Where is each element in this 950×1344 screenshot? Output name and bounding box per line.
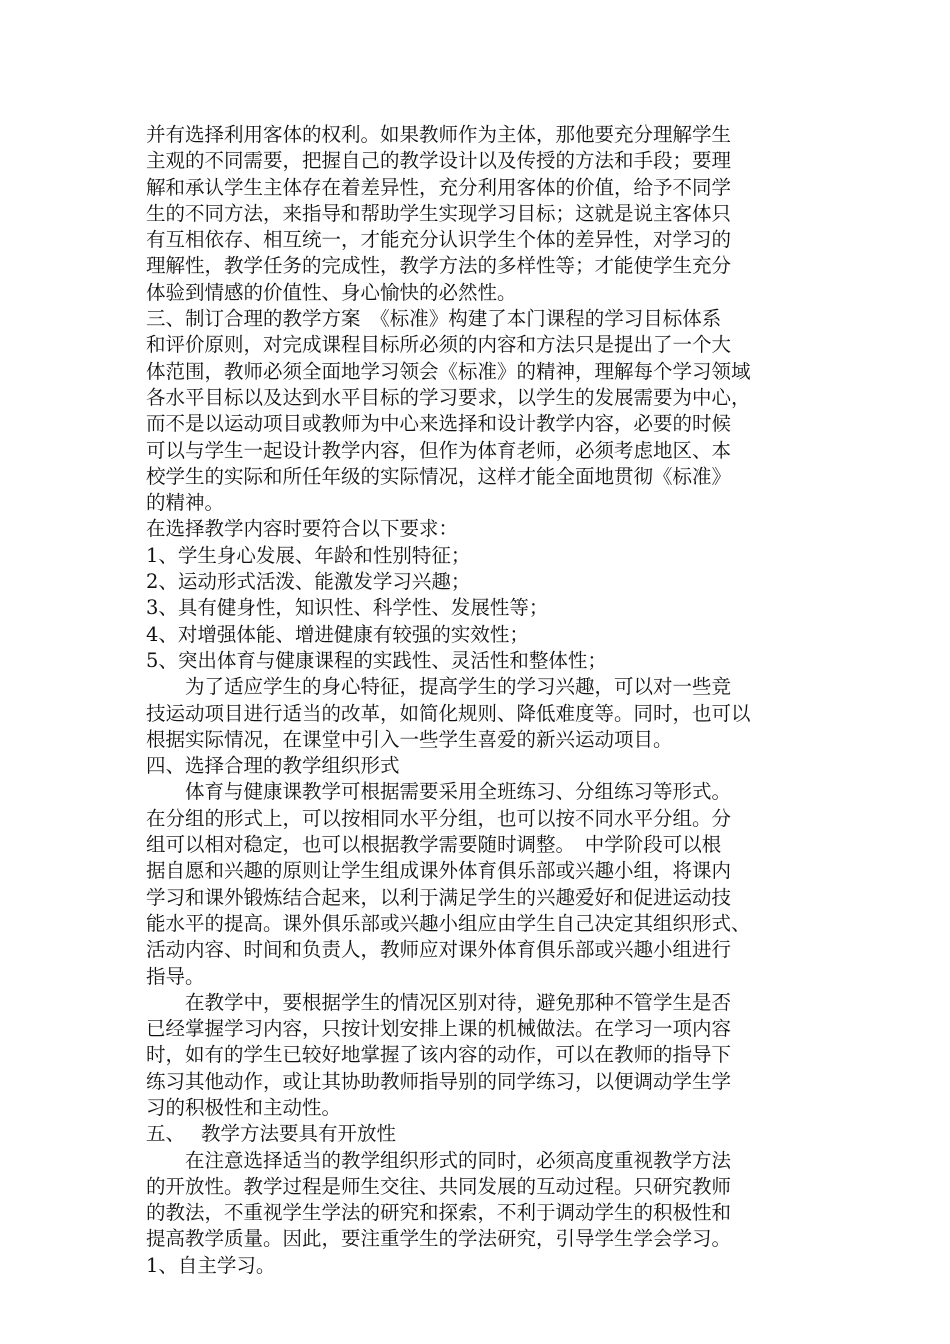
text-line: 体育与健康课教学可根据需要采用全班练习、分组练习等形式。	[146, 780, 732, 804]
text-line: 活动内容、时间和负责人，教师应对课外体育俱乐部或兴趣小组进行	[146, 938, 732, 962]
text-line: 4、对增强体能、增进健康有较强的实效性；	[146, 622, 529, 646]
text-line: 练习其他动作，或让其协助教师指导别的同学练习，以便调动学生学	[146, 1069, 732, 1093]
text-line: 技运动项目进行适当的改革，如简化规则、降低难度等。同时，也可以	[146, 701, 751, 725]
text-line: 学习和课外锻炼结合起来，以利于满足学生的兴趣爱好和促进运动技	[146, 885, 732, 909]
text-line: 组可以相对稳定，也可以根据教学需要随时调整。 中学阶段可以根	[146, 833, 722, 857]
text-line: 根据实际情况，在课堂中引入一些学生喜爱的新兴运动项目。	[146, 727, 673, 751]
text-line: 体范围，教师必须全面地学习领会《标准》的精神，理解每个学习领域	[146, 359, 751, 383]
text-line: 在教学中，要根据学生的情况区别对待，避免那种不管学生是否	[146, 990, 732, 1014]
text-line: 指导。	[146, 964, 205, 988]
text-line: 提高教学质量。因此，要注重学生的学法研究，引导学生学会学习。	[146, 1227, 732, 1251]
text-line: 四、选择合理的教学组织形式	[146, 754, 400, 778]
text-line: 据自愿和兴趣的原则让学生组成课外体育俱乐部或兴趣小组，将课内	[146, 859, 732, 883]
text-line: 5、突出体育与健康课程的实践性、灵活性和整体性；	[146, 648, 607, 672]
text-line: 三、制订合理的教学方案 《标准》构建了本门课程的学习目标体系	[146, 307, 722, 331]
text-line: 并有选择利用客体的权利。如果教师作为主体，那他要充分理解学生	[146, 123, 732, 146]
text-line: 生的不同方法，来指导和帮助学生实现学习目标；这就是说主客体只	[146, 201, 732, 225]
body-text	[146, 122, 826, 1279]
text-line: 能水平的提高。课外俱乐部或兴趣小组应由学生自己决定其组织形式、	[146, 911, 751, 935]
text-line: 五、 教学方法要具有开放性	[146, 1122, 396, 1146]
text-line: 1、自主学习。	[146, 1253, 276, 1277]
text-line: 已经掌握学习内容，只按计划安排上课的机械做法。在学习一项内容	[146, 1017, 732, 1041]
text-line: 在分组的形式上，可以按相同水平分组，也可以按不同水平分组。分	[146, 806, 732, 830]
text-line: 有互相依存、相互统一，才能充分认识学生个体的差异性，对学习的	[146, 228, 732, 252]
text-line: 的精神。	[146, 491, 225, 515]
text-line: 各水平目标以及达到水平目标的学习要求，以学生的发展需要为中心，	[146, 385, 751, 409]
text-line: 在选择教学内容时要符合以下要求：	[146, 517, 459, 541]
text-line: 体验到情感的价值性、身心愉快的必然性。	[146, 280, 517, 304]
text-line: 和评价原则，对完成课程目标所必须的内容和方法只是提出了一个大	[146, 333, 732, 357]
text-line: 而不是以运动项目或教师为中心来选择和设计教学内容，必要的时候	[146, 412, 732, 436]
text-line: 可以与学生一起设计教学内容，但作为体育老师，必须考虑地区、本	[146, 438, 732, 462]
text-line: 理解性，教学任务的完成性，教学方法的多样性等；才能使学生充分	[146, 254, 732, 278]
text-line: 为了适应学生的身心特征，提高学生的学习兴趣，可以对一些竞	[146, 675, 732, 699]
text-line: 主观的不同需要，把握自己的教学设计以及传授的方法和手段；要理	[146, 149, 732, 173]
text-line: 解和承认学生主体存在着差异性，充分利用客体的价值，给予不同学	[146, 175, 732, 199]
text-line: 3、具有健身性，知识性、科学性、发展性等；	[146, 596, 549, 620]
text-line: 的开放性。教学过程是师生交往、共同发展的互动过程。只研究教师	[146, 1174, 732, 1198]
text-line: 校学生的实际和所任年级的实际情况，这样才能全面地贯彻《标准》	[146, 464, 732, 488]
text-line: 时，如有的学生已较好地掌握了该内容的动作，可以在教师的指导下	[146, 1043, 732, 1067]
text-line: 2、运动形式活泼、能激发学习兴趣；	[146, 570, 471, 594]
text-line: 在注意选择适当的教学组织形式的同时，必须高度重视教学方法	[146, 1148, 732, 1172]
text-line: 1、学生身心发展、年龄和性别特征；	[146, 543, 471, 567]
text-line: 习的积极性和主动性。	[146, 1095, 342, 1119]
text-line: 的教法，不重视学生学法的研究和探索，不利于调动学生的积极性和	[146, 1201, 732, 1225]
